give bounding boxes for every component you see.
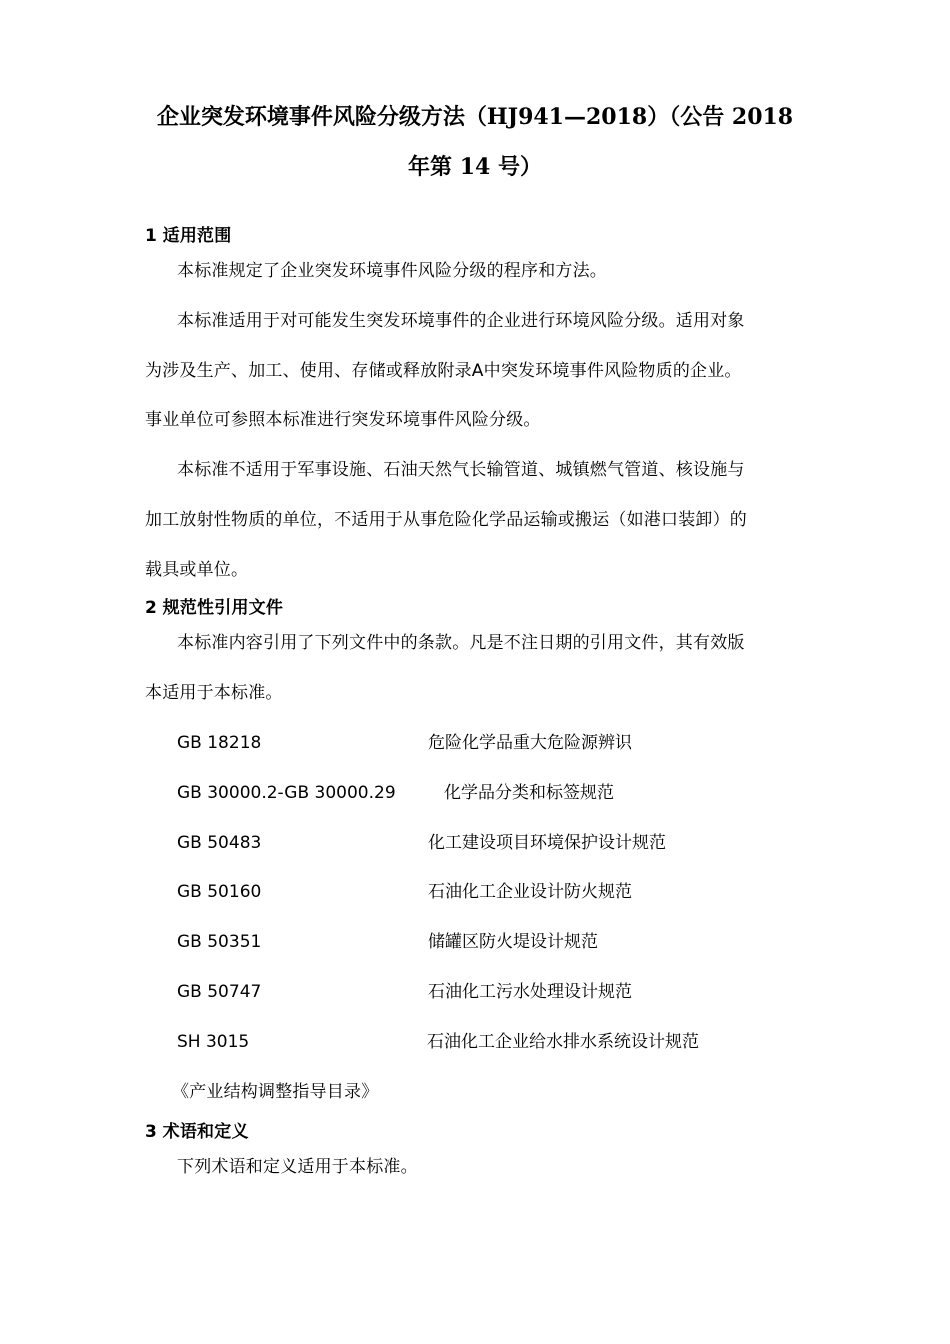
paragraph-line: 下列术语和定义适用于本标准。 [177,1157,418,1177]
reference-code: GB 50160 [177,882,262,902]
section-title: 规范性引用文件 [162,598,284,618]
reference-code: SH 3015 [177,1032,250,1052]
paragraph-line: 事业单位可参照本标准进行突发环境事件风险分级。 [145,410,541,430]
paragraph-line: 本适用于本标准。 [145,683,283,703]
reference-name: 石油化工企业设计防火规范 [428,882,632,902]
section-title: 适用范围 [162,226,232,246]
section-number: 2 [145,598,158,618]
section-title: 术语和定义 [162,1122,249,1142]
paragraph-line: 加工放射性物质的单位，不适用于从事危险化学品运输或搬运（如港口装卸）的 [145,510,747,530]
paragraph-line: 本标准适用于对可能发生突发环境事件的企业进行环境风险分级。适用对象 [177,311,745,331]
paragraph-line: 本标准内容引用了下列文件中的条款。凡是不注日期的引用文件，其有效版 [177,633,745,653]
reference-code: GB 50747 [177,982,262,1002]
document-title-line-1: 企业突发环境事件风险分级方法（HJ941—2018）（公告 2018 [156,104,794,130]
paragraph-line: 载具或单位。 [145,560,249,580]
reference-name: 化学品分类和标签规范 [444,783,614,803]
paragraph-line: 为涉及生产、加工、使用、存储或释放附录A中突发环境事件风险物质的企业。 [145,361,742,381]
reference-name: 储罐区防火堤设计规范 [428,932,598,952]
reference-code: GB 50351 [177,932,262,952]
section-heading-2 [145,597,283,619]
section-number: 1 [145,226,158,246]
extra-reference: 《产业结构调整指导目录》 [172,1082,379,1102]
document-title-line-2: 年第 14 号） [408,154,542,180]
reference-code: GB 18218 [177,733,262,753]
reference-name: 危险化学品重大危险源辨识 [428,733,632,753]
paragraph-line: 本标准不适用于军事设施、石油天然气长输管道、城镇燃气管道、核设施与 [177,460,745,480]
paragraph-line: 本标准规定了企业突发环境事件风险分级的程序和方法。 [177,261,607,281]
reference-name: 石油化工污水处理设计规范 [428,982,632,1002]
reference-code: GB 50483 [177,833,262,853]
section-heading-1 [145,225,231,247]
reference-name: 石油化工企业给水排水系统设计规范 [427,1032,699,1052]
section-number: 3 [145,1122,158,1142]
reference-name: 化工建设项目环境保护设计规范 [428,833,666,853]
section-heading-3 [145,1121,249,1143]
reference-code: GB 30000.2-GB 30000.29 [177,783,396,803]
